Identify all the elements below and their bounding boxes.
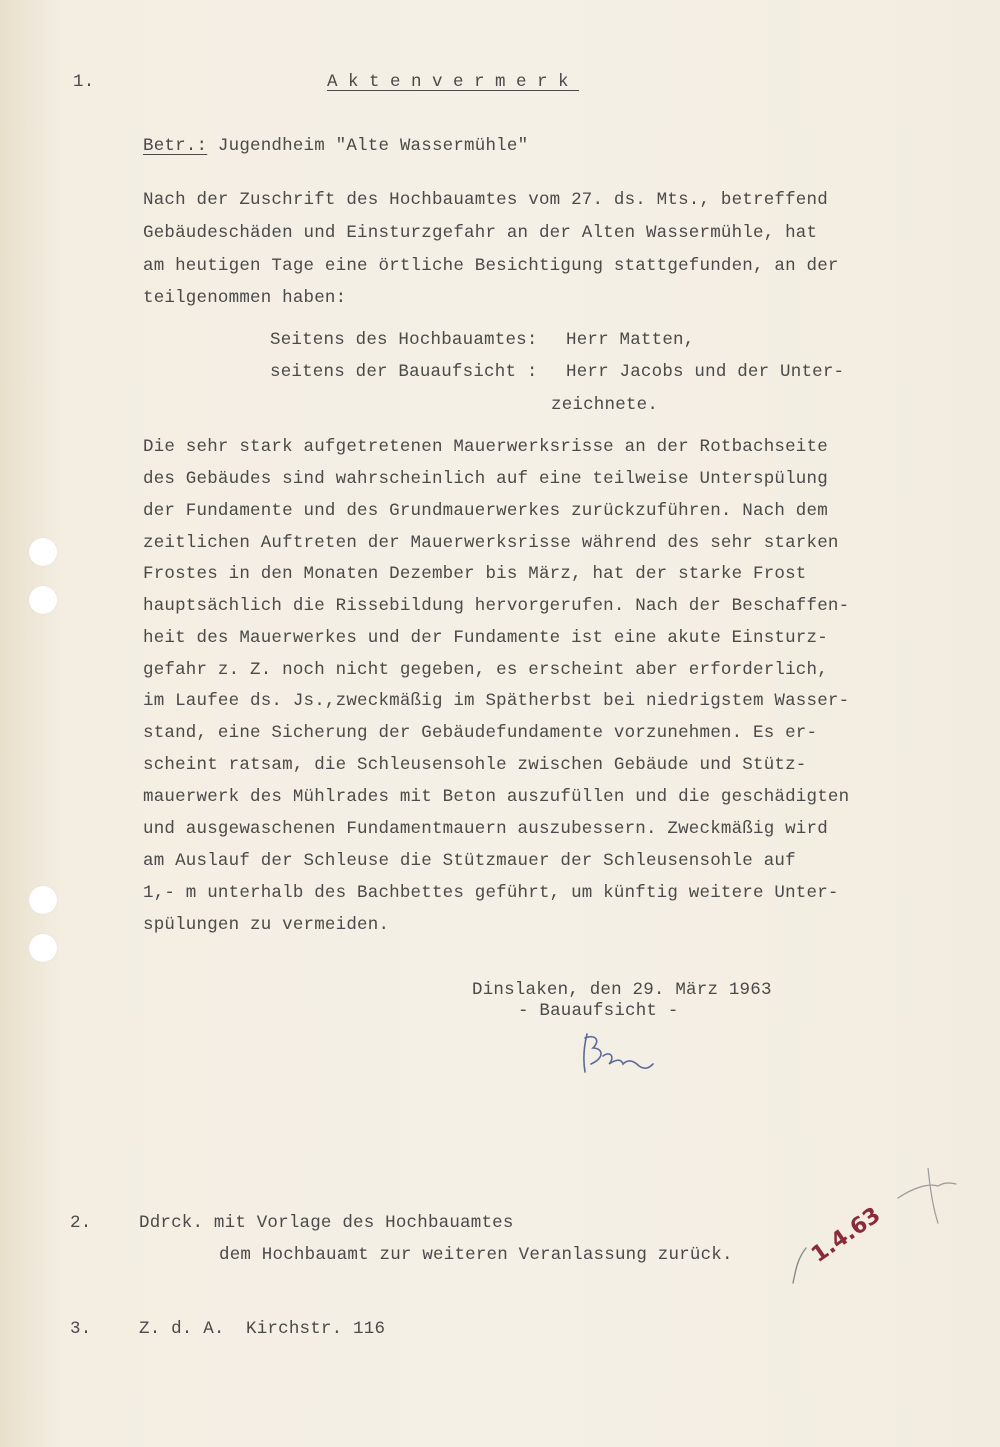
intro-line: Nach der Zuschrift des Hochbauamtes vom 27. ds. Mts., betreffend [143,190,828,210]
item3-text: Z. d. A. Kirchstr. 116 [139,1319,386,1339]
body-line: Frostes in den Monaten Dezember bis März, hat der starke Frost [143,564,807,584]
body-line: im Laufee ds. Js.,zweckmäßig im Spätherbst bei niedrigstem Wasser- [143,691,850,711]
participant-side: Seitens des Hochbauamtes: [270,330,538,350]
body-line: am Auslauf der Schleuse die Stützmauer der Schleusensohle auf [143,851,796,871]
body-line: mauerwerk des Mühlrades mit Beton auszufüllen und die geschädigten [143,787,850,807]
item-number-1: 1. [73,72,95,92]
body-line: zeitlichen Auftreten der Mauerwerksrisse während des sehr starken [143,533,839,553]
punch-hole [29,886,57,914]
subject-text: Jugendheim "Alte Wassermühle" [217,136,529,156]
body-line: des Gebäudes sind wahrscheinlich auf eine teilweise Unterspülung [143,469,828,489]
subject-line [143,136,528,156]
department: - Bauaufsicht - [518,1001,679,1021]
body-line: 1,- m unterhalb des Bachbettes geführt, um künftig weitere Unter- [143,883,839,903]
participant-names: zeichnete. [551,395,659,415]
intro-line: am heutigen Tage eine örtliche Besichtigung stattgefunden, an der [143,256,839,276]
body-line: scheint ratsam, die Schleusensohle zwischen Gebäude und Stütz- [143,755,807,775]
body-line: gefahr z. Z. noch nicht gegeben, es erscheint aber erforderlich, [143,660,828,680]
punch-hole [29,586,57,614]
body-line: der Fundamente und des Grundmauerwerkes zurückzuführen. Nach dem [143,501,828,521]
participant-side: seitens der Bauaufsicht : [270,362,538,382]
document-title: Aktenvermerk [327,72,580,92]
punch-hole [29,934,57,962]
handwritten-signature [575,1028,665,1083]
stamp-date: 1.4.63 [807,1202,886,1268]
body-line: hauptsächlich die Rissebildung hervorgerufen. Nach der Beschaffen- [143,596,850,616]
item-number-3: 3. [70,1319,92,1339]
body-line: spülungen zu vermeiden. [143,915,390,935]
participant-names: Herr Matten, [566,330,695,350]
place-date: Dinslaken, den 29. März 1963 [472,980,772,1000]
item-number-2: 2. [70,1213,92,1233]
intro-line: teilgenommen haben: [143,288,347,308]
body-line: heit des Mauerwerkes und der Fundamente ist eine akute Einsturz- [143,628,828,648]
subject-label: Betr.: [143,136,208,156]
participant-names: Herr Jacobs und der Unter- [566,362,845,382]
punch-hole [29,538,57,566]
body-line: stand, eine Sicherung der Gebäudefundamente vorzunehmen. Es er- [143,723,818,743]
handwritten-date-mark [788,1168,968,1288]
body-line: und ausgewaschenen Fundamentmauern auszubessern. Zweckmäßig wird [143,819,828,839]
item2-line: dem Hochbauamt zur weiteren Veranlassung zurück. [219,1245,733,1265]
body-line: Die sehr stark aufgetretenen Mauerwerksrisse an der Rotbachseite [143,437,828,457]
intro-line: Gebäudeschäden und Einsturzgefahr an der Alten Wassermühle, hat [143,223,818,243]
item2-line: Ddrck. mit Vorlage des Hochbauamtes [139,1213,514,1233]
